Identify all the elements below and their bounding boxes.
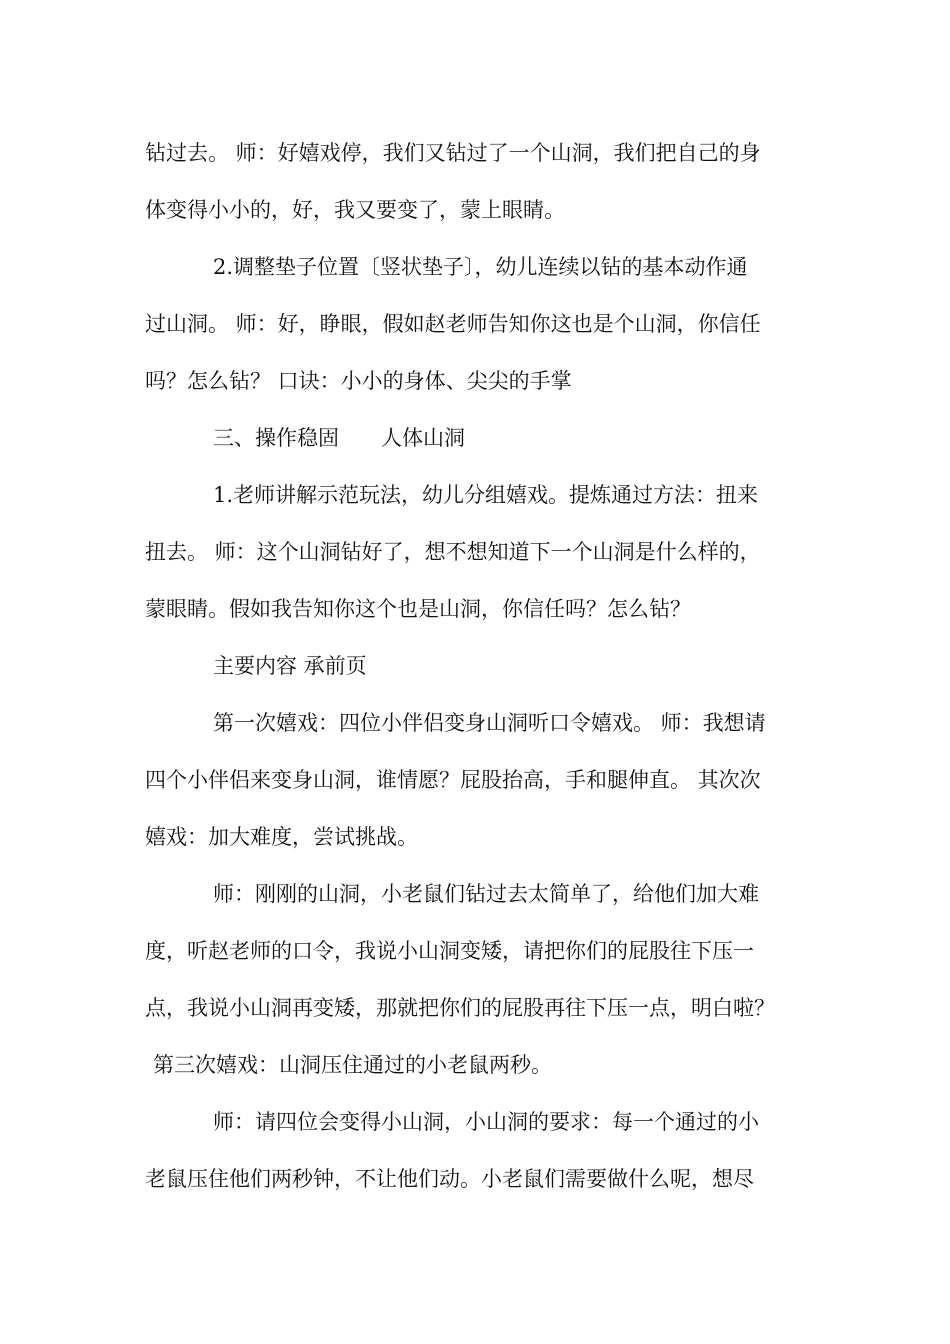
continuation-note: 主要内容 承前页 [213, 654, 367, 678]
text-line-5: 吗？怎么钻？ 口诀：小小的身体、尖尖的手掌 [145, 369, 572, 393]
text-line-14: 师：刚刚的山洞，小老鼠们钻过去太简单了，给他们加大难 [213, 882, 759, 906]
text-line-18: 师：请四位会变得小山洞，小山洞的要求：每一个通过的小 [213, 1110, 759, 1134]
text-line-2: 体变得小小的，好，我又要变了，蒙上眼睛。 [145, 198, 565, 222]
text-line-1: 钻过去。 师：好嬉戏停，我们又钻过了一个山洞，我们把自己的身 [145, 141, 761, 165]
text-line-17: 第三次嬉戏：山洞压住通过的小老鼠两秒。 [153, 1053, 552, 1077]
text-line-13: 嬉戏：加大难度，尝试挑战。 [145, 825, 418, 849]
text-line-12: 四个小伴侣来变身山洞，谁情愿？屁股抬高，手和腿伸直。 其次次 [145, 768, 761, 792]
text-line-7: 1.老师讲解示范玩法，幼儿分组嬉戏。提炼通过方法：扭来 [213, 483, 759, 507]
text-line-19: 老鼠压住他们两秒钟，不让他们动。小老鼠们需要做什么呢，想尽 [145, 1167, 754, 1191]
text-line-15: 度，听赵老师的口令，我说小山洞变矮，请把你们的屁股往下压一 [145, 939, 754, 963]
text-line-9: 蒙眼睛。假如我告知你这个也是山洞，你信任吗？怎么钻？ [145, 597, 691, 621]
section-heading: 三、操作稳固 人体山洞 [213, 426, 465, 450]
text-line-4: 过山洞。 师：好，睁眼，假如赵老师告知你这也是个山洞，你信任 [145, 312, 761, 336]
text-line-3: 2.调整垫子位置〔竖状垫子〕，幼儿连续以钻的基本动作通 [213, 255, 748, 279]
text-line-11: 第一次嬉戏：四位小伴侣变身山洞听口令嬉戏。 师：我想请 [213, 711, 766, 735]
text-line-8: 扭去。 师：这个山洞钻好了，想不想知道下一个山洞是什么样的， [145, 540, 761, 564]
text-line-16: 点，我说小山洞再变矮，那就把你们的屁股再往下压一点，明白啦？ [145, 996, 775, 1020]
